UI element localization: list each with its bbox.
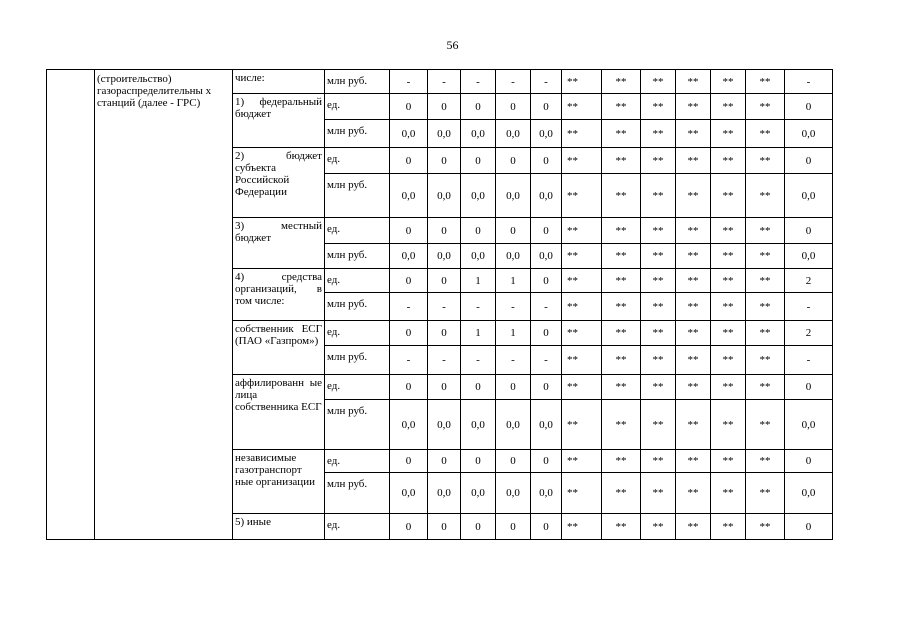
star-cell: ** [641,218,676,244]
star-cell: ** [641,148,676,174]
unit-cell: млн руб. [325,120,390,148]
value-cell: 0 [531,94,562,120]
star-cell: ** [602,174,641,218]
value-cell: 0 [390,375,428,400]
star-cell: ** [676,514,711,540]
star-cell: ** [711,94,746,120]
value-cell: 0 [390,450,428,473]
star-cell: ** [746,269,785,293]
star-cell: ** [602,450,641,473]
unit-cell: ед. [325,218,390,244]
value-cell: 0,0 [461,120,496,148]
star-cell: ** [676,70,711,94]
value-cell: 0 [390,321,428,346]
value-cell: 0 [461,450,496,473]
star-cell: ** [676,148,711,174]
star-cell: ** [602,514,641,540]
total-cell: 0 [785,375,833,400]
value-cell: - [531,346,562,375]
star-cell: ** [641,450,676,473]
value-cell: - [461,346,496,375]
star-cell: ** [602,269,641,293]
value-cell: 0,0 [496,473,531,514]
value-cell: 0 [390,514,428,540]
value-cell: - [461,293,496,321]
value-cell: 0 [428,218,461,244]
value-cell: 0,0 [390,244,428,269]
value-cell: - [390,70,428,94]
total-cell: - [785,293,833,321]
unit-cell: млн руб. [325,400,390,450]
value-cell: 0 [496,514,531,540]
value-cell: 0 [428,321,461,346]
total-cell: 0,0 [785,473,833,514]
subcategory-label: 2) бюджет субъекта Российской Федерации [233,148,325,218]
subcategory-label: числе: [233,70,325,94]
star-cell: ** [711,514,746,540]
page-number: 56 [446,38,459,52]
value-cell: - [496,346,531,375]
star-cell: ** [562,293,602,321]
star-cell: ** [562,94,602,120]
star-cell: ** [602,120,641,148]
value-cell: 0 [531,218,562,244]
value-cell: 0 [428,514,461,540]
value-cell: 0 [390,94,428,120]
value-cell: 0 [496,450,531,473]
star-cell: ** [562,346,602,375]
star-cell: ** [602,94,641,120]
star-cell: ** [711,174,746,218]
star-cell: ** [641,70,676,94]
star-cell: ** [641,400,676,450]
star-cell: ** [602,218,641,244]
total-cell: 0,0 [785,174,833,218]
star-cell: ** [562,218,602,244]
value-cell: 0 [390,148,428,174]
unit-cell: ед. [325,94,390,120]
star-cell: ** [711,218,746,244]
unit-cell: ед. [325,514,390,540]
star-cell: ** [602,400,641,450]
star-cell: ** [602,346,641,375]
value-cell: 0,0 [531,473,562,514]
value-cell: 0,0 [390,120,428,148]
value-cell: 0,0 [390,400,428,450]
star-cell: ** [602,293,641,321]
value-cell: - [461,70,496,94]
value-cell: 0 [531,269,562,293]
unit-cell: ед. [325,148,390,174]
unit-cell: млн руб. [325,244,390,269]
value-cell: - [390,346,428,375]
value-cell: 0 [461,375,496,400]
star-cell: ** [641,473,676,514]
unit-cell: ед. [325,321,390,346]
star-cell: ** [711,450,746,473]
total-cell: 2 [785,321,833,346]
star-cell: ** [676,400,711,450]
star-cell: ** [711,375,746,400]
star-cell: ** [676,473,711,514]
value-cell: 0 [496,375,531,400]
value-cell: 0 [390,218,428,244]
subcategory-label: 3) местный бюджет [233,218,325,269]
value-cell: - [531,70,562,94]
total-cell: 0 [785,218,833,244]
value-cell: 0 [428,148,461,174]
star-cell: ** [641,244,676,269]
star-cell: ** [746,174,785,218]
value-cell: 0,0 [428,174,461,218]
star-cell: ** [602,70,641,94]
star-cell: ** [641,94,676,120]
star-cell: ** [746,218,785,244]
star-cell: ** [676,346,711,375]
total-cell: 0 [785,450,833,473]
value-cell: - [428,293,461,321]
value-cell: 0 [531,514,562,540]
value-cell: 1 [461,269,496,293]
star-cell: ** [746,120,785,148]
total-cell: 0 [785,94,833,120]
table-row [47,70,833,94]
star-cell: ** [746,514,785,540]
value-cell: 0 [461,514,496,540]
star-cell: ** [676,321,711,346]
value-cell: 0,0 [461,473,496,514]
star-cell: ** [746,148,785,174]
star-cell: ** [746,244,785,269]
value-cell: - [496,293,531,321]
value-cell: 0 [461,148,496,174]
star-cell: ** [562,120,602,148]
star-cell: ** [676,450,711,473]
value-cell: 0,0 [390,174,428,218]
total-cell: 0,0 [785,244,833,269]
star-cell: ** [711,269,746,293]
star-cell: ** [676,120,711,148]
value-cell: 0,0 [531,120,562,148]
star-cell: ** [676,94,711,120]
value-cell: 1 [461,321,496,346]
star-cell: ** [641,375,676,400]
value-cell: 0 [461,94,496,120]
star-cell: ** [602,375,641,400]
value-cell: - [531,293,562,321]
star-cell: ** [641,514,676,540]
star-cell: ** [711,293,746,321]
star-cell: ** [676,174,711,218]
value-cell: 0,0 [461,244,496,269]
star-cell: ** [746,473,785,514]
star-cell: ** [602,473,641,514]
total-cell: 0 [785,148,833,174]
value-cell: 0,0 [496,120,531,148]
value-cell: - [428,346,461,375]
unit-cell: ед. [325,450,390,473]
star-cell: ** [711,148,746,174]
value-cell: 0,0 [461,400,496,450]
value-cell: 0,0 [390,473,428,514]
star-cell: ** [562,400,602,450]
value-cell: 0 [531,450,562,473]
value-cell: 0,0 [428,244,461,269]
star-cell: ** [641,120,676,148]
value-cell: 0,0 [496,244,531,269]
subcategory-label: независимые газотранспорт ные организации [233,450,325,514]
value-cell: 0 [428,375,461,400]
unit-cell: млн руб. [325,473,390,514]
unit-cell: млн руб. [325,174,390,218]
star-cell: ** [676,293,711,321]
value-cell: 1 [496,321,531,346]
row-description: (строительство) газораспределительны х станций (далее - ГРС) [95,70,233,540]
star-cell: ** [602,148,641,174]
value-cell: 0,0 [428,473,461,514]
number-cell [47,70,95,540]
value-cell: - [496,70,531,94]
star-cell: ** [676,218,711,244]
star-cell: ** [641,346,676,375]
star-cell: ** [676,269,711,293]
unit-cell: млн руб. [325,346,390,375]
value-cell: 0,0 [428,120,461,148]
star-cell: ** [641,293,676,321]
star-cell: ** [746,70,785,94]
star-cell: ** [641,269,676,293]
value-cell: - [428,70,461,94]
star-cell: ** [711,346,746,375]
total-cell: 0,0 [785,120,833,148]
total-cell: 0,0 [785,400,833,450]
star-cell: ** [562,375,602,400]
star-cell: ** [602,244,641,269]
total-cell: 0 [785,514,833,540]
unit-cell: млн руб. [325,293,390,321]
value-cell: 0 [496,148,531,174]
star-cell: ** [711,244,746,269]
value-cell: 0 [496,94,531,120]
star-cell: ** [602,321,641,346]
star-cell: ** [711,120,746,148]
value-cell: 0,0 [531,400,562,450]
star-cell: ** [746,321,785,346]
star-cell: ** [746,400,785,450]
star-cell: ** [746,293,785,321]
star-cell: ** [746,346,785,375]
value-cell: 0 [428,450,461,473]
star-cell: ** [676,375,711,400]
star-cell: ** [562,244,602,269]
star-cell: ** [562,321,602,346]
star-cell: ** [711,400,746,450]
star-cell: ** [562,70,602,94]
value-cell: 0 [428,269,461,293]
unit-cell: ед. [325,269,390,293]
subcategory-label: 1) федеральный бюджет [233,94,325,148]
value-cell: 0 [390,269,428,293]
value-cell: 1 [496,269,531,293]
value-cell: 0,0 [531,174,562,218]
value-cell: 0,0 [496,174,531,218]
star-cell: ** [641,174,676,218]
star-cell: ** [641,321,676,346]
star-cell: ** [746,450,785,473]
star-cell: ** [711,321,746,346]
subcategory-label: аффилированн ые лица собственника ЕСГ [233,375,325,450]
star-cell: ** [562,269,602,293]
star-cell: ** [562,148,602,174]
star-cell: ** [562,174,602,218]
star-cell: ** [562,450,602,473]
value-cell: 0 [428,94,461,120]
value-cell: 0 [461,218,496,244]
star-cell: ** [562,473,602,514]
star-cell: ** [746,94,785,120]
value-cell: 0,0 [461,174,496,218]
value-cell: 0,0 [496,400,531,450]
star-cell: ** [746,375,785,400]
total-cell: - [785,70,833,94]
value-cell: 0 [531,375,562,400]
unit-cell: ед. [325,375,390,400]
value-cell: - [390,293,428,321]
subcategory-label: 5) иные [233,514,325,540]
value-cell: 0 [531,321,562,346]
unit-cell: млн руб. [325,70,390,94]
star-cell: ** [711,473,746,514]
value-cell: 0 [496,218,531,244]
value-cell: 0 [531,148,562,174]
subcategory-label: собственник ЕСГ (ПАО «Газпром») [233,321,325,375]
star-cell: ** [711,70,746,94]
star-cell: ** [562,514,602,540]
value-cell: 0,0 [531,244,562,269]
budget-table [46,69,833,540]
subcategory-label: 4) средства организаций, в том числе: [233,269,325,321]
value-cell: 0,0 [428,400,461,450]
total-cell: 2 [785,269,833,293]
star-cell: ** [676,244,711,269]
total-cell: - [785,346,833,375]
